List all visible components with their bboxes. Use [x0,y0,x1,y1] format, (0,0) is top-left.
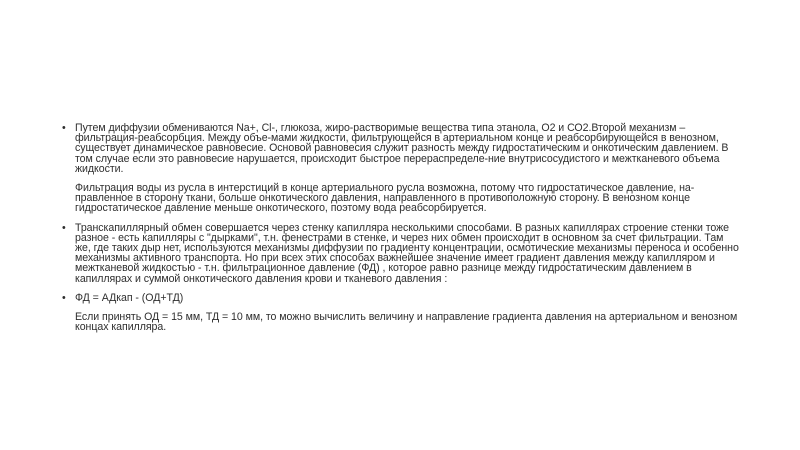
formula-text: ФД = АДкап - (ОД+ТД) [75,291,184,304]
paragraph-text: Фильтрация воды из русла в интерстиций в конце артериального русла возможна, потому что гидростатическое давление, на-правленное в сторону ткани, больше онкотического давления, направленного в противоположную сторону. В венозном конце гидростатическое давление меньше онкотического, поэтому вода реабсорбируется. [75,182,695,215]
text-body [62,123,742,338]
paragraph-diffusion [62,123,742,174]
bullet-marker: • [62,291,66,304]
paragraph-transcapillary [62,223,742,284]
paragraph-formula [62,293,742,303]
paragraph-text: Транскапиллярный обмен совершается через стенку капилляра несколькими способами. В разных капиллярах строение стенки тоже разное - есть капилляры с "дырками", т.н. фенестрами в стенке, и через них обмен происходит в основном за счет фильтрации. Там же, где таких дыр нет, используются механизмы диффузии по градиенту концентрации, осмотические механизмы переноса и особенно механизмы активного транспорта. Но при всех этих способах важнейшее значение имеет градиент давления между капилляром и межтканевой жидкостью - т.н. фильтрационное давление (ФД) , которое равно разнице между гидростатическим давлением в капиллярах и суммой онкотического давления крови и тканевого давления : [75,221,739,285]
bullet-marker: • [62,221,66,234]
paragraph-text: Путем диффузии обмениваются Na+, Cl-, глюкоза, жиро-растворимые вещества типа этанола, О2 и СО2.Второй механизм – фильтрация-реабсорбция. Между объе-мами жидкости, фильтрующейся в артериальном конце и реабсорбирующейся в венозном, существует динамическое равновесие. Основой равновесия служит разность между гидростатическим и онкотическим давлением. В том случае если это равновесие нарушается, происходит быстрое перераспределе-ние внутрисосудистого и межтканевого объема жидкости. [75,122,729,175]
paragraph-filtration [62,183,742,214]
bullet-marker: • [62,122,66,134]
paragraph-calculation [62,312,742,332]
paragraph-text: Если принять ОД = 15 мм, ТД = 10 мм, то можно вычислить величину и направление градиента давления на артериальном и венозном концах капилляра. [75,311,738,334]
